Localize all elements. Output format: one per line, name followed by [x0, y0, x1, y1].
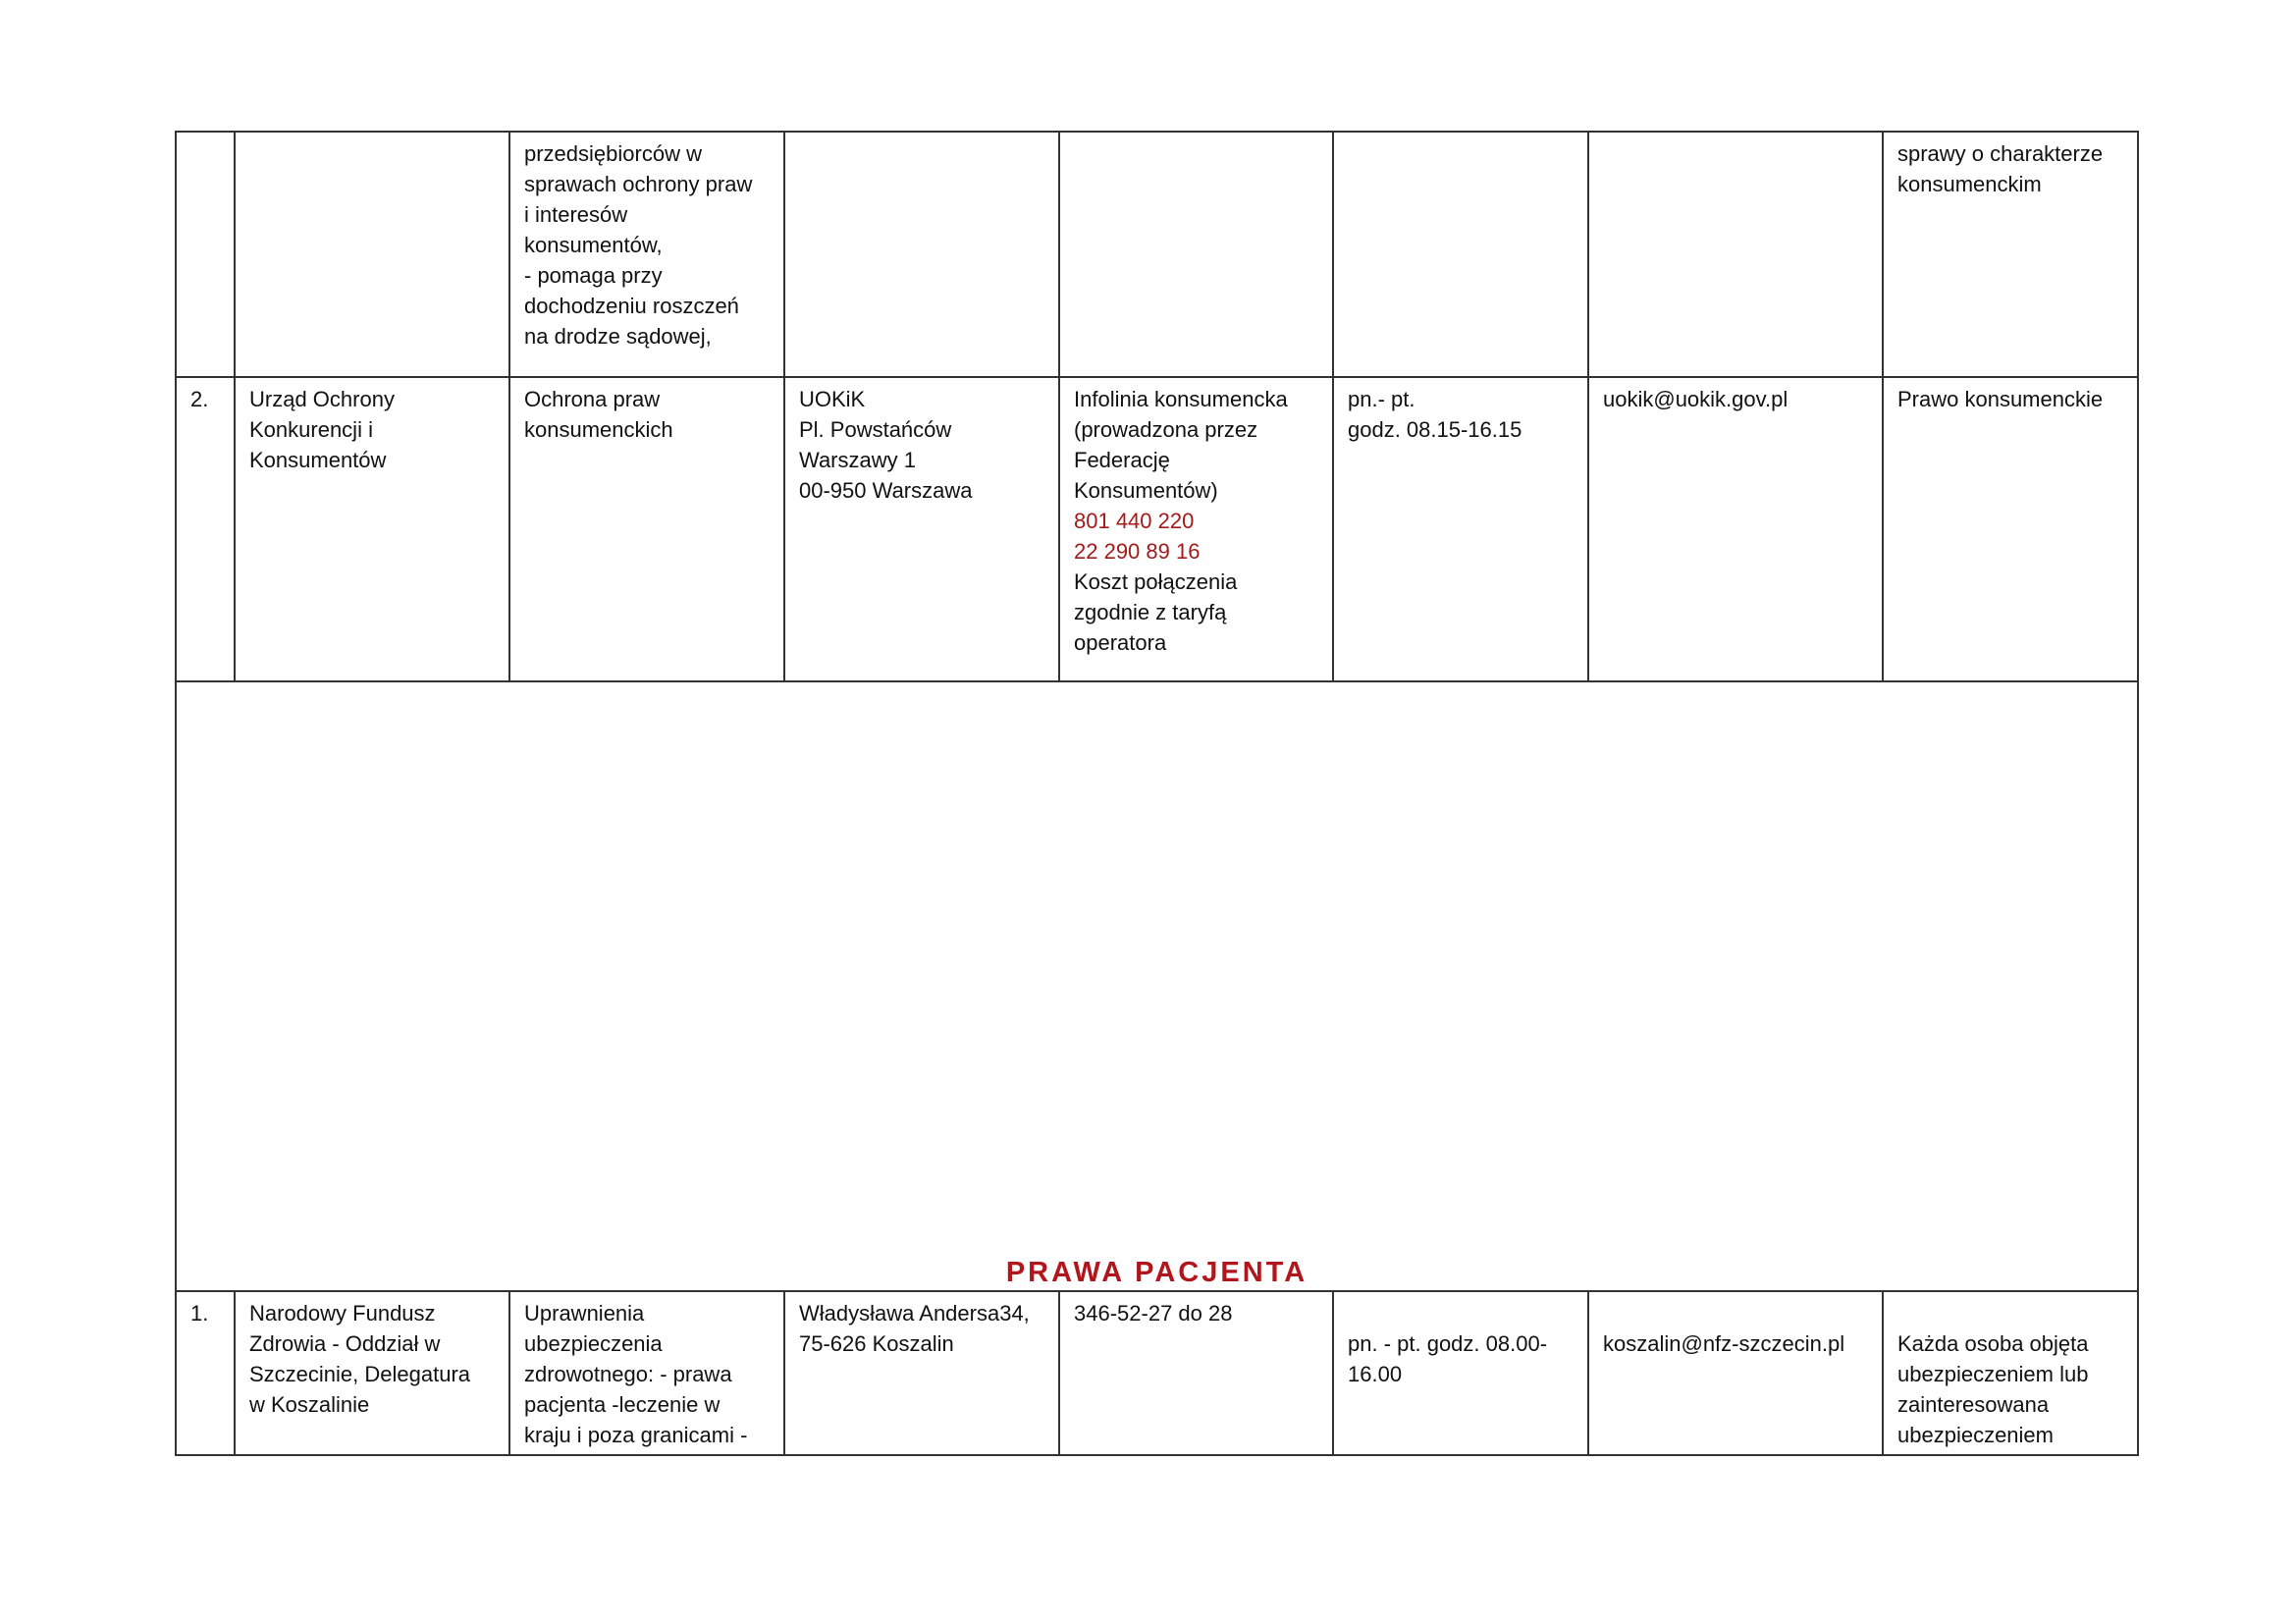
cell-email [1588, 132, 1883, 377]
text-line: sprawach ochrony praw [524, 172, 753, 196]
cell-hours [1333, 377, 1588, 681]
text-line: godz. 08.15-16.15 [1348, 417, 1522, 442]
cell-audience [1883, 132, 2138, 377]
text-line: Konkurencji i [249, 417, 373, 442]
text-line: Pl. Powstańców [799, 417, 952, 442]
text-line: Szczecinie, Delegatura [249, 1362, 471, 1386]
phone-number: 22 290 89 16 [1074, 539, 1201, 564]
table-row-continued [176, 132, 2138, 377]
text-line: ubezpieczeniem [1897, 1423, 2054, 1447]
cell-hours [1333, 1291, 1588, 1455]
text-line: (prowadzona przez [1074, 417, 1258, 442]
text-line: zgodnie z taryfą [1074, 600, 1227, 624]
cell-phone [1059, 132, 1333, 377]
cell-address [784, 1291, 1059, 1455]
text-line: operatora [1074, 630, 1167, 655]
text-line: - pomaga przy [524, 263, 663, 288]
section-heading: PRAWA PACJENTA [1005, 1257, 1308, 1288]
cell-email: uokik@uokik.gov.pl [1588, 377, 1883, 681]
institutions-table [175, 131, 2139, 1456]
text-line: Infolinia konsumencka [1074, 387, 1288, 411]
text-line: Władysława Andersa34, [799, 1301, 1030, 1326]
text-line: ubezpieczenia [524, 1331, 663, 1356]
text-line: przedsiębiorców w [524, 141, 702, 166]
table-row-uokik [176, 377, 2138, 681]
cell-scope [509, 377, 784, 681]
cell-phone [1059, 377, 1333, 681]
text-line: Federację [1074, 448, 1170, 472]
phone-number: 801 440 220 [1074, 509, 1195, 533]
cell-address [784, 132, 1059, 377]
text-line: zainteresowana [1897, 1392, 2050, 1417]
text-line: zdrowotnego: - prawa [524, 1362, 732, 1386]
text-line: Narodowy Fundusz [249, 1301, 436, 1326]
text-line: Konsumentów [249, 448, 387, 472]
cell-number: 1. [176, 1291, 235, 1455]
cell-scope [509, 1291, 784, 1455]
text-line: kraju i poza granicami - [524, 1423, 748, 1447]
text-line: Konsumentów) [1074, 478, 1218, 503]
text-line: 00-950 Warszawa [799, 478, 973, 503]
text-line: konsumentów, [524, 233, 663, 257]
table-row-nfz [176, 1291, 2138, 1455]
text-line: pacjenta -leczenie w [524, 1392, 721, 1417]
text-line: Warszawy 1 [799, 448, 916, 472]
text-line: Każda osoba objęta [1897, 1331, 2089, 1356]
cell-audience [1883, 1291, 2138, 1455]
text-line: Urząd Ochrony [249, 387, 395, 411]
text-line: ubezpieczeniem lub [1897, 1362, 2089, 1386]
cell-scope [509, 132, 784, 377]
section-cell [176, 681, 2138, 1291]
cell-institution [235, 377, 509, 681]
text-line: na drodze sądowej, [524, 324, 712, 349]
text-line: konsumenckim [1897, 172, 2042, 196]
text-line: dochodzeniu roszczeń [524, 294, 739, 318]
text-line: 75-626 Koszalin [799, 1331, 954, 1356]
text-line: Zdrowia - Oddział w [249, 1331, 441, 1356]
text-line: w Koszalinie [249, 1392, 370, 1417]
text-line: Ochrona praw [524, 387, 661, 411]
text-line: Uprawnienia [524, 1301, 645, 1326]
text-line: Koszt połączenia [1074, 569, 1238, 594]
text-line: 16.00 [1348, 1362, 1403, 1386]
section-row [176, 681, 2138, 1291]
text-line: sprawy o charakterze [1897, 141, 2104, 166]
cell-phone: 346-52-27 do 28 [1059, 1291, 1333, 1455]
cell-hours [1333, 132, 1588, 377]
text-line: UOKiK [799, 387, 866, 411]
text-line: pn.- pt. [1348, 387, 1415, 411]
text-line: konsumenckich [524, 417, 673, 442]
cell-institution [235, 132, 509, 377]
text-line: pn. - pt. godz. 08.00- [1348, 1331, 1548, 1356]
cell-number: 2. [176, 377, 235, 681]
cell-institution [235, 1291, 509, 1455]
cell-audience: Prawo konsumenckie [1883, 377, 2138, 681]
cell-address [784, 377, 1059, 681]
cell-email: koszalin@nfz-szczecin.pl [1588, 1291, 1883, 1455]
text-line: i interesów [524, 202, 628, 227]
cell-number [176, 132, 235, 377]
